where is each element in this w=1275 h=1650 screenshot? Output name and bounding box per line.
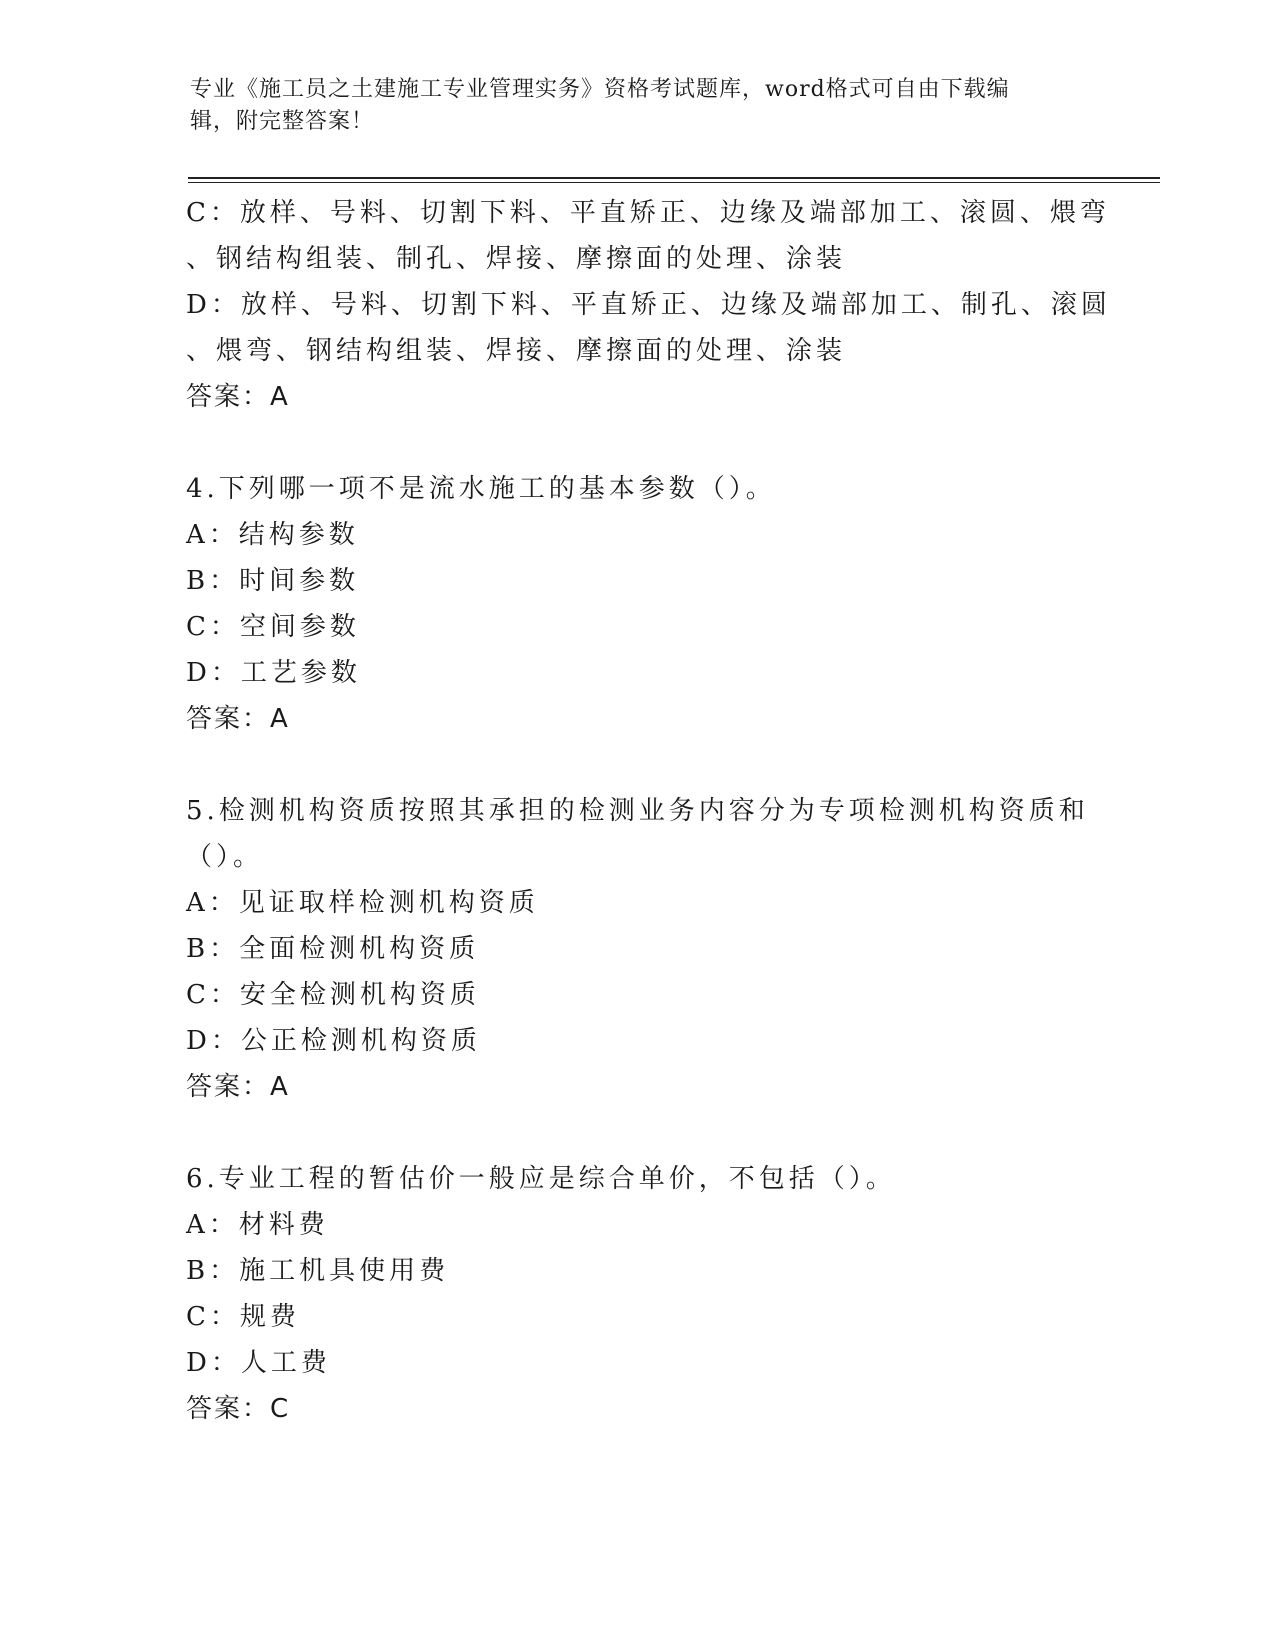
option-b: B：全面检测机构资质 [186,934,480,964]
option-c-line-1: C：放样、号料、切割下料、平直矫正、边缘及端部加工、滚圆、煨弯 [186,198,1110,228]
option-c: C：规费 [186,1302,300,1332]
option-c: C：安全检测机构资质 [186,980,480,1010]
question-content [186,190,1111,1432]
option-d-line-1: D：放样、号料、切割下料、平直矫正、边缘及端部加工、制孔、滚圆 [186,290,1111,320]
question-5 [186,788,1089,1110]
document-header [190,74,1070,138]
header-line-2: 辑，附完整答案！ [190,109,375,134]
question-5-text-line-1: 5.检测机构资质按照其承担的检测业务内容分为专项检测机构资质和 [186,796,1089,826]
header-divider-thin [188,182,1160,183]
answer-5: 答案：A [186,1072,290,1102]
question-4-text: 4.下列哪一项不是流水施工的基本参数（）。 [186,474,776,504]
option-a: A：结构参数 [186,520,359,550]
question-6-text: 6.专业工程的暂估价一般应是综合单价，不包括（）。 [186,1164,896,1194]
option-d: D：公正检测机构资质 [186,1026,481,1056]
option-d: D：人工费 [186,1348,331,1378]
question-6 [186,1156,1086,1432]
spacer [186,420,1086,466]
header-line-1: 专业《施工员之土建施工专业管理实务》资格考试题库，word格式可自由下载编 [190,77,1010,102]
option-a: A：材料费 [186,1210,329,1240]
option-a: A：见证取样检测机构资质 [186,888,539,918]
answer-3: 答案：A [186,382,290,412]
option-c: C：空间参数 [186,612,360,642]
question-5-text-line-2: （）。 [186,842,264,872]
answer-4: 答案：A [186,704,290,734]
option-d: D：工艺参数 [186,658,361,688]
answer-6: 答案：C [186,1394,291,1424]
question-4 [186,466,1086,742]
spacer [186,742,1086,788]
question-3-continued [186,190,1111,420]
option-c-line-2: 、钢结构组装、制孔、焊接、摩擦面的处理、涂装 [186,244,847,274]
header-divider-thick [188,177,1160,179]
spacer [186,1110,1086,1156]
option-b: B：施工机具使用费 [186,1256,450,1286]
option-d-line-2: 、煨弯、钢结构组装、焊接、摩擦面的处理、涂装 [186,336,847,366]
option-b: B：时间参数 [186,566,360,596]
